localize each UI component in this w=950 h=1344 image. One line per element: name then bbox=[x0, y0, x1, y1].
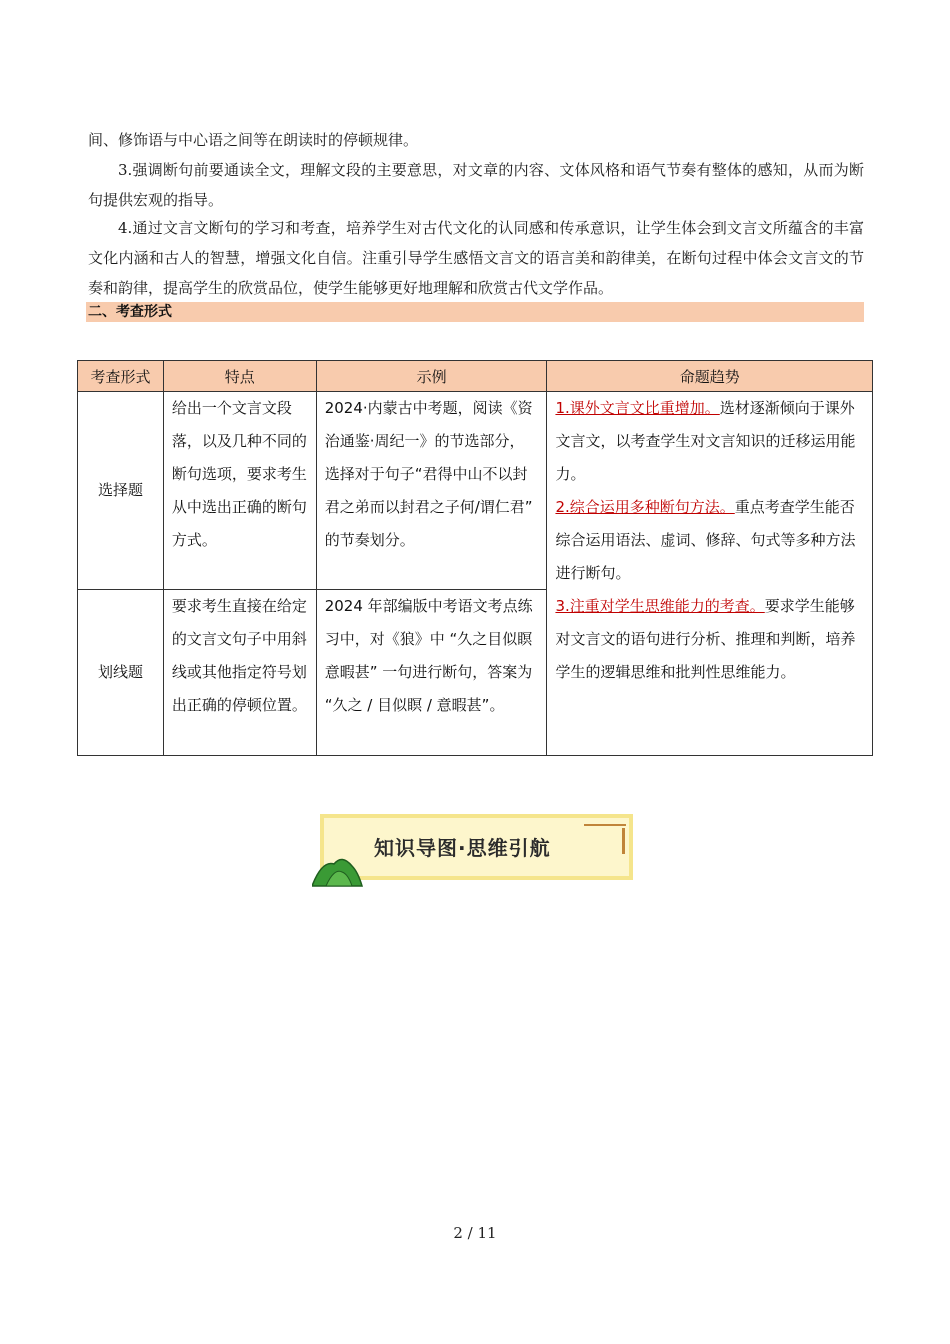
section-heading: 二、考查形式 bbox=[86, 302, 864, 322]
mountain-icon bbox=[312, 852, 364, 888]
header-feature: 特点 bbox=[163, 361, 316, 392]
page-number: 2 / 11 bbox=[453, 1224, 497, 1242]
cell-form: 选择题 bbox=[78, 392, 164, 590]
trend-highlight: 2.综合运用多种断句方法。 bbox=[555, 498, 735, 516]
exam-form-table bbox=[77, 360, 873, 756]
header-form: 考查形式 bbox=[78, 361, 164, 392]
cell-example: 2024·内蒙古中考题，阅读《资治通鉴·周纪一》的节选部分，选择对于句子“君得中山不以封君之弟而以封君之子何/谓仁君” 的节奏划分。 bbox=[316, 392, 547, 590]
cell-form: 划线题 bbox=[78, 590, 164, 756]
trend-item bbox=[555, 590, 864, 689]
mindmap-banner bbox=[320, 814, 633, 880]
cell-feature: 给出一个文言文段落，以及几种不同的断句选项，要求考生从中选出正确的断句方式。 bbox=[163, 392, 316, 590]
banner-decoration-line bbox=[622, 828, 625, 854]
trend-item bbox=[555, 392, 864, 491]
trend-text: 要求学生能够对文言文的语句进行分析、推理和判断，培养学生的逻辑思维和批判性思维能力。 bbox=[555, 597, 856, 681]
trend-text: 重点考查学生能否综合运用语法、虚词、修辞、句式等多种方法进行断句。 bbox=[555, 498, 856, 582]
banner-title: 知识导图·思维引航 bbox=[374, 836, 551, 860]
cell-trends bbox=[547, 392, 873, 756]
table-header-row bbox=[78, 361, 873, 392]
header-example: 示例 bbox=[316, 361, 547, 392]
paragraph-continued: 间、修饰语与中心语之间等在朗读时的停顿规律。 bbox=[88, 131, 419, 149]
table-row bbox=[78, 392, 873, 590]
paragraph-point-3: 3.强调断句前要通读全文，理解文段的主要意思，对文章的内容、文体风格和语气节奏有整体的感知，从而为断句提供宏观的指导。 bbox=[88, 161, 864, 209]
trend-highlight: 3.注重对学生思维能力的考查。 bbox=[555, 597, 765, 615]
cell-feature: 要求考生直接在给定的文言文句子中用斜线或其他指定符号划出正确的停顿位置。 bbox=[163, 590, 316, 756]
trend-highlight: 1.课外文言文比重增加。 bbox=[555, 399, 720, 417]
banner-decoration-line bbox=[584, 824, 626, 826]
header-trend: 命题趋势 bbox=[547, 361, 873, 392]
paragraph-point-4: 4.通过文言文断句的学习和考查，培养学生对古代文化的认同感和传承意识，让学生体会到文言文所蕴含的丰富文化内涵和古人的智慧，增强文化自信。注重引导学生感悟文言文的语言美和韵律美，在断句过程中体会文言文的节奏和韵律，提高学生的欣赏品位，使学生能够更好地理解和欣赏古代文学作品。 bbox=[88, 219, 864, 297]
trend-item bbox=[555, 491, 864, 590]
cell-example: 2024 年部编版中考语文考点练习中，对《狼》中 “久之目似瞑意暇甚” 一句进行断句，答案为 “久之 / 目似瞑 / 意暇甚”。 bbox=[316, 590, 547, 756]
trend-text: 选材逐渐倾向于课外文言文，以考查学生对文言知识的迁移运用能力。 bbox=[555, 399, 856, 483]
